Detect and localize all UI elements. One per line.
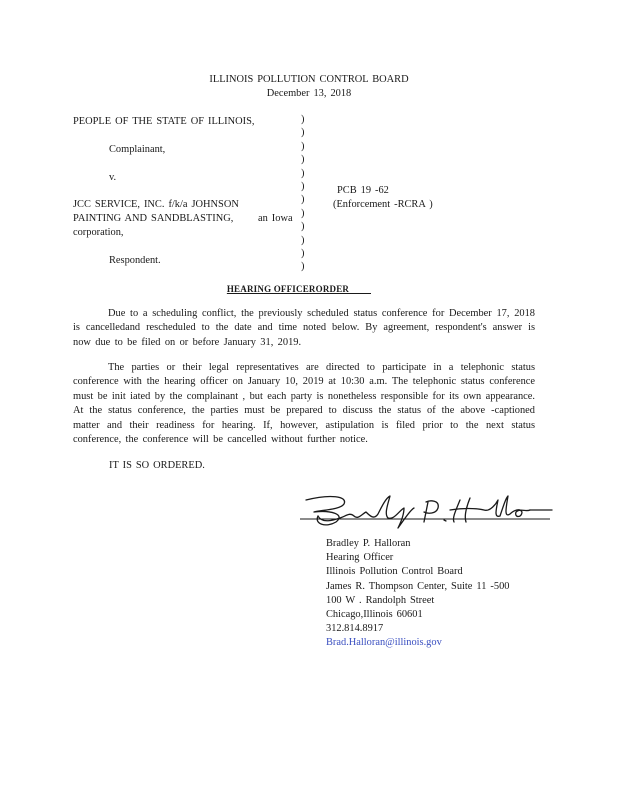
board-name: ILLINOIS POLLUTION CONTROL BOARD bbox=[209, 74, 409, 85]
signer-agency: Illinois Pollution Control Board bbox=[326, 566, 463, 578]
paragraph-rescheduling bbox=[73, 307, 535, 350]
handwritten-signature bbox=[300, 490, 555, 532]
signer-address-line1: James R. Thompson Center, Suite 11 -500 bbox=[326, 580, 510, 592]
case-type: (Enforcement -RCRA ) bbox=[333, 199, 433, 210]
paragraph-text: Due to a scheduling conflict, the previously scheduled status conference for December 17, 2018 is cancelledand rescheduled to the date and time noted below. By agreement, respondent's answer is now due to be filed on or before January 31, 2019. bbox=[73, 308, 535, 348]
order-title bbox=[0, 283, 608, 294]
paren: ) bbox=[301, 180, 305, 192]
caption-parentheses bbox=[301, 113, 304, 274]
paren: ) bbox=[301, 234, 305, 246]
respondent-name-line3: corporation, bbox=[73, 227, 124, 238]
respondent-name-line2: PAINTING AND SANDBLASTING, bbox=[73, 213, 234, 224]
paragraph-telephonic-conference bbox=[73, 361, 535, 447]
respondent-name-line2b: an Iowa bbox=[258, 213, 293, 224]
signer-name: Bradley P. Halloran bbox=[326, 538, 411, 549]
versus-label: v. bbox=[109, 172, 117, 183]
order-date: December 13, 2018 bbox=[266, 88, 352, 99]
plaintiff-name: PEOPLE OF THE STATE OF ILLINOIS, bbox=[73, 116, 255, 127]
paren: ) bbox=[301, 114, 305, 125]
paren: ) bbox=[301, 221, 305, 233]
paren: ) bbox=[301, 140, 305, 152]
paren: ) bbox=[301, 127, 305, 139]
order-title-text: HEARING OFFICERORDER bbox=[226, 284, 350, 294]
paren: ) bbox=[301, 261, 305, 273]
signer-phone: 312.814.8917 bbox=[326, 623, 384, 635]
respondent-name-line1: JCC SERVICE, INC. f/k/a JOHNSON bbox=[73, 199, 239, 210]
respondent-label: Respondent. bbox=[109, 255, 161, 266]
paren: ) bbox=[301, 247, 305, 259]
signer-email-link[interactable]: Brad.Halloran@illinois.gov bbox=[326, 637, 442, 649]
case-number: PCB 19 -62 bbox=[337, 185, 389, 196]
paren: ) bbox=[301, 194, 305, 206]
paren: ) bbox=[301, 154, 305, 166]
paren: ) bbox=[301, 167, 305, 179]
signer-city: Chicago,Illinois 60601 bbox=[326, 609, 423, 621]
complainant-label: Complainant, bbox=[109, 144, 166, 155]
signer-address-line2: 100 W . Randolph Street bbox=[326, 594, 435, 606]
signature-block bbox=[326, 537, 509, 651]
paren: ) bbox=[301, 207, 305, 219]
closing-ordered: IT IS SO ORDERED. bbox=[109, 460, 205, 471]
paragraph-text: The parties or their legal representatives are directed to participate in a telephonic status conference with the hearing officer on January 10, 2019 at 10:30 a.m. The telephonic status conference must be init iated by the complainant , but each party is nonetheless responsible for its own appearance. At the status conference, the parties must be prepared to discuss the status of the above -captioned matter and their readiness for hearing. If, however, astipulation is filed prior to the next status conference, the conference will be cancelled without further notice. bbox=[73, 362, 535, 446]
signer-role: Hearing Officer bbox=[326, 552, 394, 564]
